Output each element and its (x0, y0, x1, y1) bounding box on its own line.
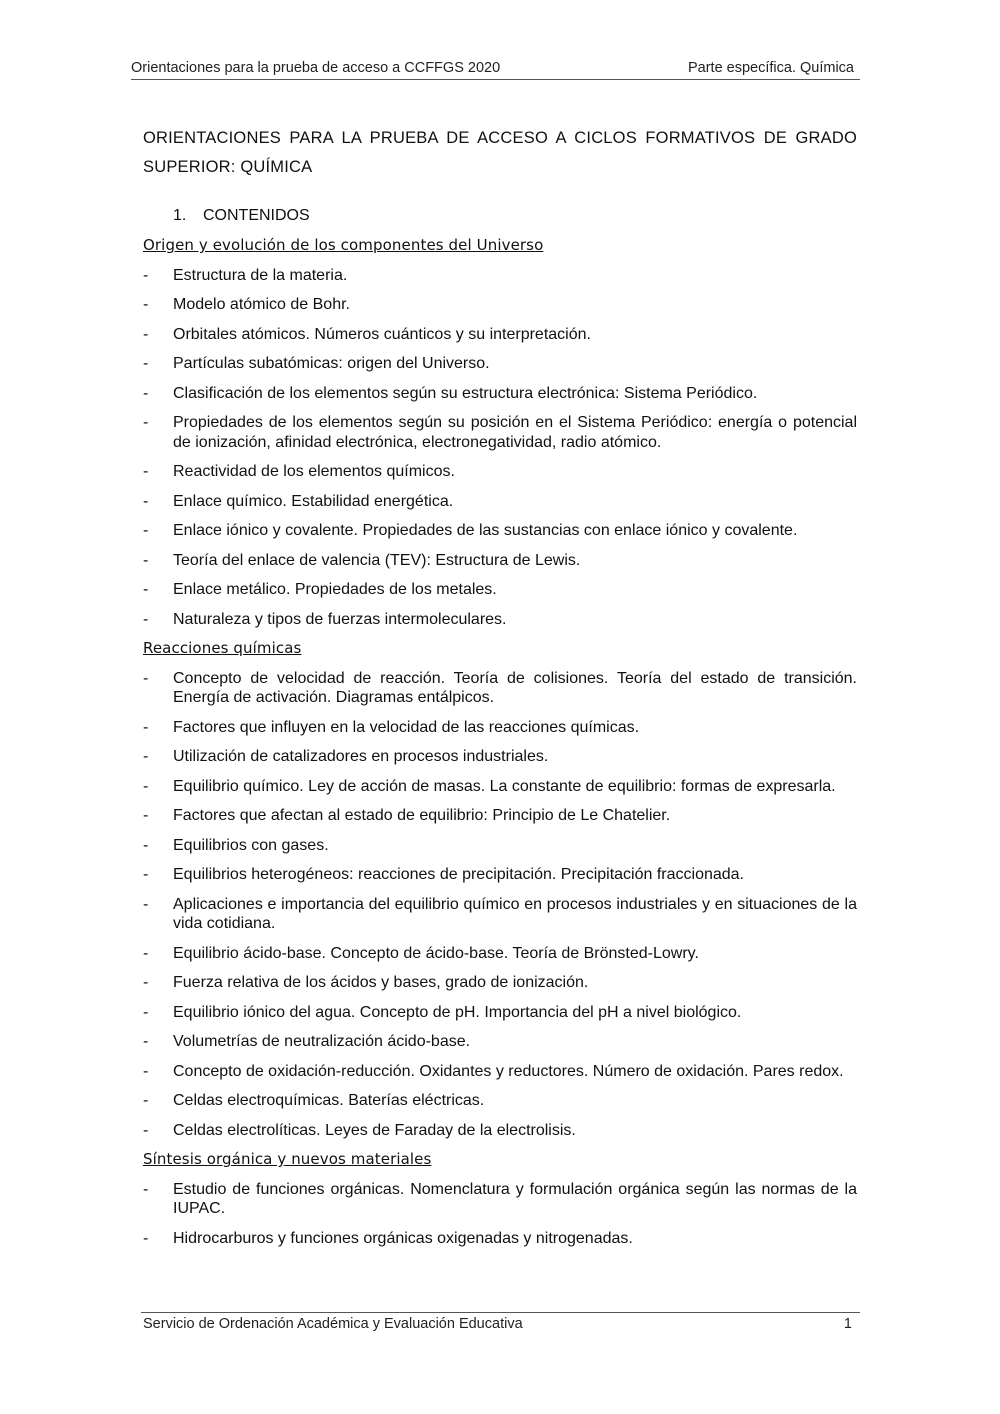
list-item-text: Orbitales atómicos. Números cuánticos y su interpretación. (173, 325, 591, 343)
dash-bullet: - (143, 325, 149, 343)
list-item-text: Utilización de catalizadores en procesos industriales. (173, 748, 549, 765)
dash-bullet: - (143, 266, 149, 284)
list-item (143, 747, 857, 767)
list-item-text: Equilibrio químico. Ley de acción de masas. La constante de equilibrio: formas de expresarla. (173, 777, 836, 795)
dash-bullet: - (143, 296, 149, 313)
dash-bullet: - (143, 748, 149, 765)
section-heading (173, 206, 310, 226)
dash-bullet: - (143, 1180, 149, 1198)
list-item-text: Factores que afectan al estado de equilibrio: Principio de Le Chatelier. (173, 807, 671, 824)
list-item-text: Volumetrías de neutralización ácido-base. (173, 1033, 471, 1050)
dash-bullet: - (143, 610, 149, 628)
footer-left: Servicio de Ordenación Académica y Evaluación Educativa (143, 1316, 523, 1332)
header-left: Orientaciones para la prueba de acceso a CCFFGS 2020 (131, 60, 501, 76)
list-item (143, 462, 857, 482)
list-item-text: Hidrocarburos y funciones orgánicas oxigenadas y nitrogenadas. (173, 1229, 633, 1247)
section-label: CONTENIDOS (203, 207, 310, 224)
list-item (143, 865, 857, 885)
dash-bullet: - (143, 1003, 149, 1021)
list-item-text: Fuerza relativa de los ácidos y bases, grado de ionización. (173, 974, 589, 991)
dash-bullet: - (143, 718, 149, 736)
page-footer (141, 1312, 860, 1332)
list-item-text: Teoría del enlace de valencia (TEV): Estructura de Lewis. (173, 551, 581, 569)
list-item (143, 295, 857, 315)
dash-bullet: - (143, 836, 149, 854)
dash-bullet: - (143, 944, 149, 962)
list-item-text: Partículas subatómicas: origen del Universo. (173, 355, 490, 372)
dash-bullet: - (143, 866, 149, 883)
dash-bullet: - (143, 551, 149, 569)
dash-bullet: - (143, 355, 149, 372)
list-item (143, 266, 857, 286)
subsection-heading: Origen y evolución de los componentes del Universo (143, 236, 544, 254)
list-item (143, 973, 857, 993)
list-item-text: Propiedades de los elementos según su posición en el Sistema Periódico: energía o potencial de ionización, afinidad electrónica, electronegatividad, radio atómico. (173, 414, 857, 451)
list-item-text: Estructura de la materia. (173, 266, 348, 284)
list-item-text: Enlace químico. Estabilidad energética. (173, 492, 454, 510)
header-right: Parte específica. Química (687, 60, 854, 76)
dash-bullet: - (143, 384, 149, 402)
dash-bullet: - (143, 974, 149, 991)
dash-bullet: - (143, 522, 149, 539)
list-item-text: Factores que influyen en la velocidad de las reacciones químicas. (173, 718, 640, 736)
list-item (143, 580, 857, 600)
dash-bullet: - (143, 492, 149, 510)
page-header (131, 58, 860, 80)
list-item (143, 492, 857, 512)
dash-bullet: - (143, 581, 149, 598)
list-item-text: Reactividad de los elementos químicos. (173, 463, 455, 480)
list-item (143, 1032, 857, 1052)
list-item-text: Equilibrios con gases. (173, 836, 329, 854)
list-item-text: Naturaleza y tipos de fuerzas intermoleculares. (173, 610, 507, 628)
list-item-text: Equilibrios heterogéneos: reacciones de precipitación. Precipitación fraccionada. (173, 866, 744, 883)
dash-bullet: - (143, 777, 149, 795)
dash-bullet: - (143, 1033, 149, 1050)
list-item (143, 718, 857, 738)
dash-bullet: - (143, 895, 149, 913)
dash-bullet: - (143, 1092, 149, 1109)
list-item (143, 551, 857, 571)
list-item-text: Celdas electroquímicas. Baterías eléctricas. (173, 1092, 485, 1109)
dash-bullet: - (143, 807, 149, 824)
dash-bullet: - (143, 1062, 149, 1080)
list-item (143, 1062, 857, 1082)
list-item (143, 521, 857, 541)
subsection-heading: Síntesis orgánica y nuevos materiales (143, 1150, 432, 1168)
dash-bullet: - (143, 1229, 149, 1247)
list-item-text: Clasificación de los elementos según su estructura electrónica: Sistema Periódico. (173, 384, 758, 402)
list-item (143, 413, 857, 452)
list-item (143, 1091, 857, 1111)
list-item (143, 1003, 857, 1023)
list-item (143, 1180, 857, 1219)
list-item (143, 836, 857, 856)
list-item-text: Equilibrio iónico del agua. Concepto de pH. Importancia del pH a nivel biológico. (173, 1003, 742, 1021)
list-item (143, 895, 857, 934)
list-item-text: Concepto de velocidad de reacción. Teoría de colisiones. Teoría del estado de transición. Energía de activación. Diagramas entálpicos. (173, 669, 857, 706)
list-item (143, 777, 857, 797)
list-item (143, 806, 857, 826)
list-item (143, 610, 857, 630)
list-item (143, 384, 857, 404)
list-item-text: Enlace metálico. Propiedades de los metales. (173, 581, 497, 598)
list-item (143, 325, 857, 345)
list-item (143, 1229, 857, 1249)
list-item (143, 1121, 857, 1141)
list-item-text: Concepto de oxidación-reducción. Oxidantes y reductores. Número de oxidación. Pares redox. (173, 1062, 844, 1080)
list-item (143, 354, 857, 374)
list-item-text: Estudio de funciones orgánicas. Nomenclatura y formulación orgánica según las normas de la IUPAC. (173, 1180, 857, 1217)
dash-bullet: - (143, 1121, 149, 1139)
page-number: 1 (843, 1316, 852, 1332)
list-item-text: Equilibrio ácido-base. Concepto de ácido-base. Teoría de Brönsted-Lowry. (173, 944, 699, 962)
content-list (143, 236, 857, 1258)
dash-bullet: - (143, 414, 149, 431)
list-item-text: Enlace iónico y covalente. Propiedades de las sustancias con enlace iónico y covalente. (173, 522, 798, 539)
list-item (143, 669, 857, 708)
document-title: ORIENTACIONES PARA LA PRUEBA DE ACCESO A CICLOS FORMATIVOS DE GRADO SUPERIOR: QUÍMICA (143, 129, 857, 176)
list-item (143, 944, 857, 964)
section-number: 1. (173, 207, 187, 224)
list-item-text: Aplicaciones e importancia del equilibrio químico en procesos industriales y en situaciones de la vida cotidiana. (173, 895, 857, 932)
list-item-text: Modelo atómico de Bohr. (173, 296, 350, 313)
subsection-heading: Reacciones químicas (143, 639, 302, 657)
list-item-text: Celdas electrolíticas. Leyes de Faraday de la electrolisis. (173, 1121, 576, 1139)
dash-bullet: - (143, 669, 149, 687)
dash-bullet: - (143, 463, 149, 480)
